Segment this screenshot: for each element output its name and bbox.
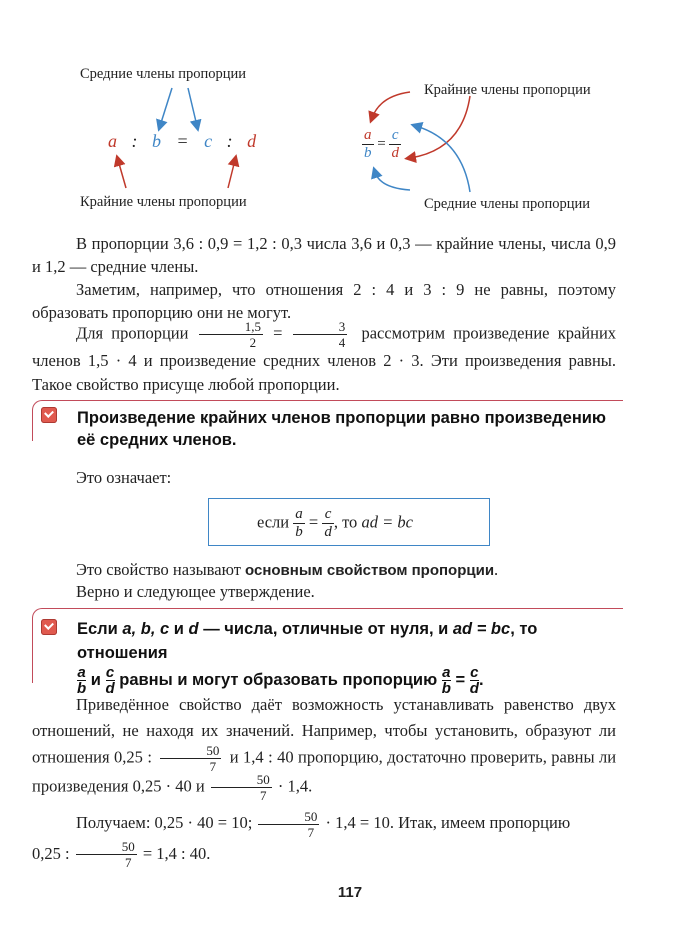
term-d: d	[247, 131, 257, 151]
middle-terms-label-right: Средние члены пропорции	[424, 196, 591, 212]
colon-2: :	[226, 131, 233, 151]
equals-sign: =	[177, 131, 188, 151]
frac-term-c: c	[389, 128, 401, 145]
rule-box-1	[32, 400, 623, 449]
checkbox-icon	[41, 407, 57, 423]
arrow-middle-to-b	[375, 172, 410, 190]
frac-term-b: b	[364, 145, 372, 161]
colon-1: :	[131, 131, 138, 151]
paragraph-1: В пропорции 3,6 : 0,9 = 1,2 : 0,3 числа 3,6 и 0,3 — крайние члены, числа 0,9 и 1,2 — средние члены.	[32, 234, 616, 276]
frac-term-d: d	[391, 145, 399, 161]
extreme-terms-label-right: Крайние члены пропорции	[424, 82, 591, 98]
term-a: a	[108, 131, 117, 151]
rule-2-text: Если a, b, c и d — числа, отличные от нуля, и ad = bc, то отношения $\frac{a}{b}$ и $\frac{c}{d}$ равны и могут образовать пропорцию $\frac{a}{b}$ = $\frac{c}{d}$ .	[77, 620, 538, 697]
paragraph-3: Для пропорции $\frac{1,5}{2}$ = $\frac{3}{4}$ рассмотрим произведение крайних членов 1,5 · 4 и произведение средних членов 2 · 3. Эти произведения равны. Такое свойство присуще любой пропорции.	[32, 319, 617, 394]
paragraph-6: Верно и следующее утверждение.	[76, 582, 315, 601]
extreme-terms-label-left: Крайние члены пропорции	[80, 194, 247, 210]
checkbox-icon	[41, 619, 57, 635]
arrow-to-c	[188, 88, 197, 126]
arrow-to-d	[228, 160, 235, 188]
fraction-50-over-7-d: $\frac{50}{7}$	[76, 840, 137, 869]
formula-content: если $\frac{a}{b}$ = $\frac{c}{d}$ , то ad = bc	[257, 506, 413, 540]
middle-terms-label-left: Средние члены пропорции	[80, 66, 247, 82]
term-c: c	[204, 131, 213, 151]
rule-1-text: Произведение крайних членов пропорции равно произведению её средних членов.	[77, 409, 607, 449]
arrow-extreme-to-a	[372, 92, 410, 118]
rule2-frac-ab: $\frac{a}{b}$	[77, 664, 87, 697]
arrow-to-b	[160, 88, 172, 126]
arrow-middle-to-c	[416, 126, 470, 192]
paragraph-7: Приведённое свойство даёт возможность устанавливать равенство двух отношений, не находя их значений. Например, чтобы установить, образуют ли отношения 0,25 : $\frac{50}{7}$ и 1,4 : 40 пропорцию, достаточно проверить, равны ли произведения 0,25 · 40 и $\frac{50}{7}$ · 1,4.	[32, 695, 617, 803]
fraction-50-over-7-a: $\frac{50}{7}$	[160, 744, 221, 773]
fraction-50-over-7-b: $\frac{50}{7}$	[211, 773, 272, 802]
proportion-fraction-form	[362, 128, 401, 161]
formula-frac-ab: $\frac{a}{b}$	[295, 506, 303, 540]
paragraph-8: Получаем: 0,25 · 40 = 10; $\frac{50}{7}$ · 1,4 = 10. Итак, имеем пропорцию 0,25 : $\frac{50}{7}$ = 1,4 : 40.	[32, 808, 571, 871]
fraction-50-over-7-c: $\frac{50}{7}$	[258, 810, 319, 839]
rule2-frac-cd-2: $\frac{c}{d}$	[469, 664, 479, 697]
paragraph-2: Заметим, например, что отношения 2 : 4 и 3 : 9 не равны, поэтому образовать пропорцию они не могут.	[32, 280, 616, 322]
term-b: b	[152, 131, 161, 151]
left-diagram-arrows	[0, 0, 700, 230]
rule2-frac-cd: $\frac{c}{d}$	[105, 664, 115, 697]
rule-box-2	[32, 608, 623, 697]
page-number: 117	[337, 884, 363, 901]
fraction-3-over-4: $\frac{3}{4}$	[293, 320, 348, 349]
formula-box	[208, 498, 490, 546]
formula-frac-cd: $\frac{c}{d}$	[324, 506, 332, 540]
fraction-1-5-over-2: $\frac{1,5}{2}$	[199, 320, 263, 349]
frac-term-a: a	[364, 127, 372, 143]
paragraph-4: Это означает:	[76, 468, 172, 487]
frac-equals: =	[377, 135, 386, 152]
rule2-frac-ab-2: $\frac{a}{b}$	[441, 664, 451, 697]
paragraph-5: Это свойство называют основным свойством пропорции.	[76, 560, 499, 579]
arrow-to-a	[118, 160, 126, 188]
